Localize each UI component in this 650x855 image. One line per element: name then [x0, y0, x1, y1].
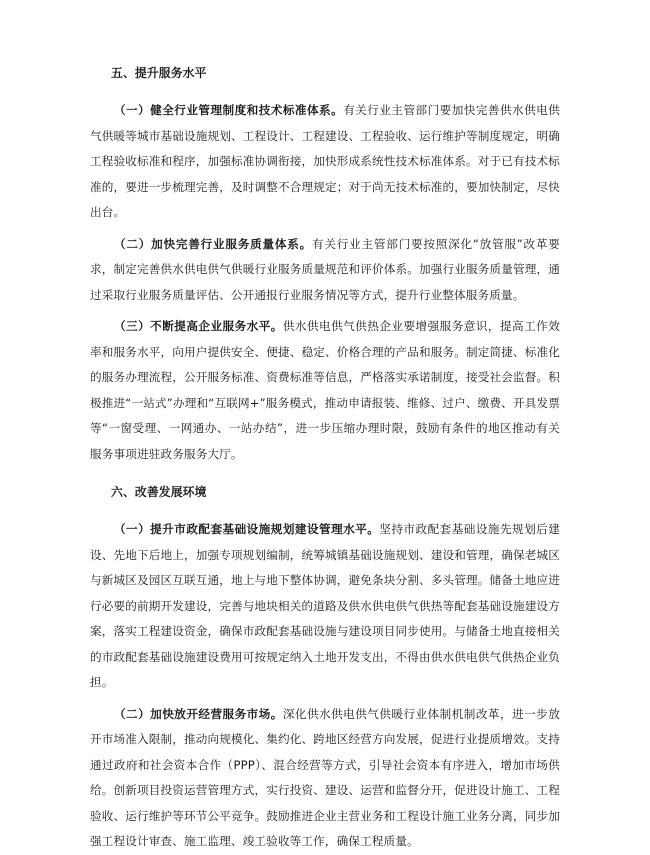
- paragraph-lead: （三）不断提高企业服务水平。: [114, 319, 283, 333]
- paragraph-text: 坚持市政配套基础设施先规划后建设、先地下后地上，加强专项规划编制，统筹城镇基础设施规划、建设和管理，确保老城区与新城区及园区互联互通，地上与地下整体协调，避免条块分割、多头管理。储备土地应进行必要的前期开发建设，完善与地块相关的道路及供水供电供气供热等配套基础设施建设方案，落实工程建设资金，确保市政配套基础设施与建设项目同步使用。与储备土地直接相关的市政配套基础设施建设费用可按规定纳入土地开发支出，不得由供水供电供气供热企业负担。: [90, 522, 560, 689]
- paragraph: [90, 517, 560, 696]
- paragraph: [90, 98, 560, 226]
- paragraph-lead: （一）提升市政配套基础设施规划建设管理水平。: [114, 522, 380, 536]
- section-5: [90, 62, 560, 481]
- paragraph-text: 供水供电供气供热企业要增强服务意识，提高工作效率和服务水平，向用户提供安全、便捷、稳定、价格合理的产品和服务。制定简捷、标准化的服务办理流程，公开服务标准、资费标准等信息，严格落实承诺制度，接受社会监督。积极推进“一站式”办理和“互联网+”服务模式，推动申请报装、维修、过户、缴费、开具发票等“一窗受理、一网通办、一站办结”，进一步压缩办理时限，鼓励有条件的地区推动有关服务事项进驻政务服务大厅。: [90, 319, 560, 461]
- paragraph-lead: （二）加快放开经营服务市场。: [114, 706, 283, 721]
- paragraph-lead: （一）健全行业管理制度和技术标准体系。: [114, 103, 344, 117]
- paragraph-text: 有关行业主管部门要加快完善供水供电供气供暖等城市基础设施规划、工程设计、工程建设、工程验收、运行维护等制度规定，明确工程验收标准和程序，加强标准协调衔接，加快形成系统性技术标准体系。对于已有技术标准的，要进一步梳理完善，及时调整不合理规定；对于尚无技术标准的，要加快制定，尽快出台。: [90, 103, 560, 219]
- paragraph-text: 有关行业主管部门要按照深化“放管服”改革要求，制定完善供水供电供气供暖行业服务质量规范和评价体系。加强行业服务质量管理，通过采取行业服务质量评估、公开通报行业服务情况等方式，提升行业整体服务质量。: [90, 236, 560, 302]
- section-6: [90, 481, 560, 855]
- section-heading: 六、改善发展环境: [111, 485, 207, 499]
- section-heading: 五、提升服务水平: [111, 66, 207, 80]
- paragraph: [90, 232, 560, 309]
- paragraph: [90, 702, 560, 855]
- paragraph-lead: （二）加快完善行业服务质量体系。: [114, 236, 312, 251]
- paragraph-text: 深化供水供电供气供暖行业体制机制改革，进一步放开市场准入限制，推动向规模化、集约化、跨地区经营方向发展，促进行业提质增效。支持通过政府和社会资本合作（PPP）、混合经营等方式，引导社会资本有序进入，增加市场供给。创新项目投资运营管理方式，实行投资、建设、运营和监督分开，促进设计施工、工程验收、运行维护等环节公平竞争。鼓励推进企业主营业务和工程设计施工业务分离，同步加强工程设计审查、施工监理、竣工验收等工作，确保工程质量。: [90, 706, 560, 848]
- paragraph: [90, 314, 560, 467]
